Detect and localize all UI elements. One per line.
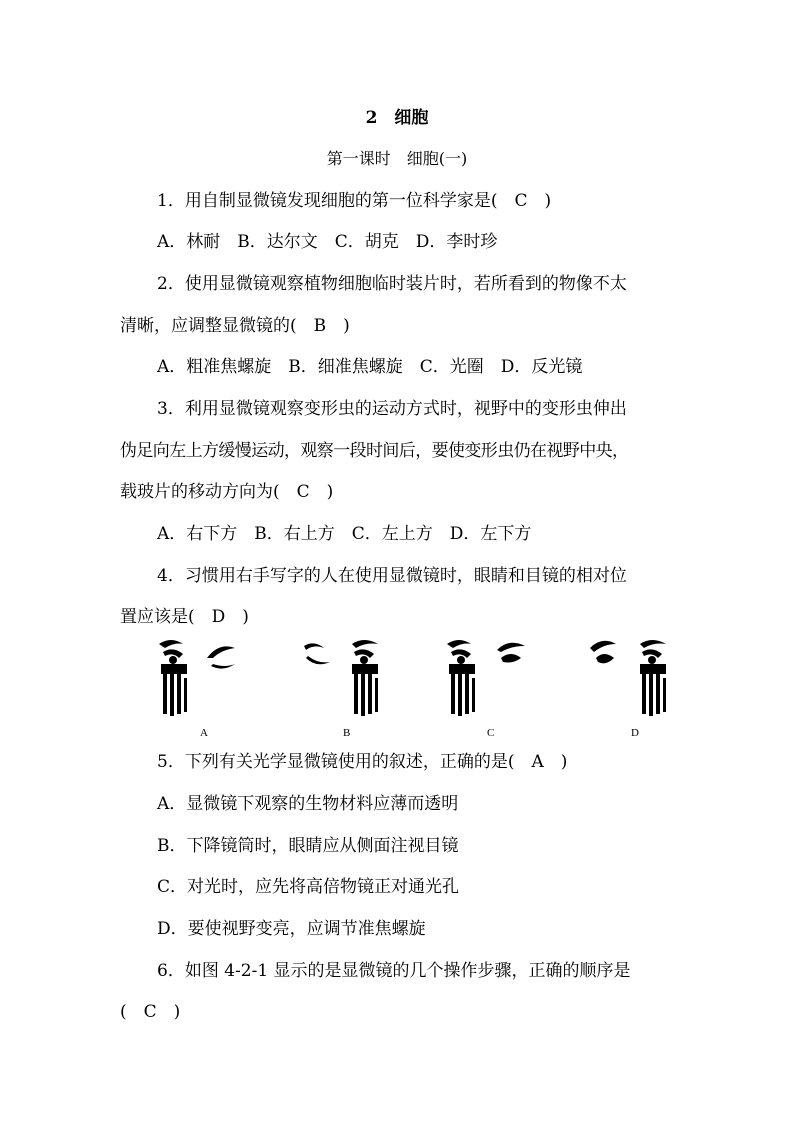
- page-title: 2 细胞: [365, 108, 429, 128]
- figure-label-d: D: [631, 727, 639, 739]
- figure-option-c: [443, 636, 533, 720]
- question-1: 1．用自制显微镜发现细胞的第一位科学家是( C ): [157, 191, 552, 211]
- question-3-cont: 伪足向左上方缓慢运动，观察一段时间后，要使变形虫仍在视野中央，: [120, 441, 629, 461]
- microscope-eyes-illustration: [588, 636, 678, 720]
- question-2-options: A．粗准焦螺旋 B．细准焦螺旋 C．光圈 D．反光镜: [157, 357, 583, 377]
- question-3: 3．利用显微镜观察变形虫的运动方式时，视野中的变形虫伸出: [157, 399, 627, 419]
- question-6-cont: ( C ): [120, 1002, 181, 1022]
- question-4-cont: 置应该是( D ): [120, 607, 249, 627]
- question-5-option-c: C．对光时，应先将高倍物镜正对通光孔: [157, 877, 460, 897]
- figure-option-d: [588, 636, 678, 720]
- question-5-option-d: D．要使视野变亮，应调节准焦螺旋: [157, 919, 426, 939]
- question-5-option-b: B．下降镜筒时，眼睛应从侧面注视目镜: [157, 836, 459, 856]
- figure-option-a: [155, 636, 245, 720]
- question-3-cont-2: 载玻片的移动方向为( C ): [120, 482, 334, 502]
- question-2-cont: 清晰，应调整显微镜的( B ): [120, 316, 350, 336]
- figure-label-a: A: [200, 727, 208, 739]
- figure-label-c: C: [487, 727, 495, 739]
- question-5-option-a: A．显微镜下观察的生物材料应薄而透明: [157, 794, 459, 814]
- question-5: 5．下列有关光学显微镜使用的叙述，正确的是( A ): [157, 752, 568, 772]
- question-1-options: A．林耐 B．达尔文 C．胡克 D．李时珍: [157, 232, 498, 252]
- figure-label-b: B: [343, 727, 351, 739]
- microscope-eyes-illustration: [155, 636, 245, 720]
- question-6: 6．如图 4-2-1 显示的是显微镜的几个操作步骤，正确的顺序是: [157, 961, 631, 981]
- microscope-eyes-illustration: [443, 636, 533, 720]
- question-4: 4．习惯用右手写字的人在使用显微镜时，眼睛和目镜的相对位: [157, 566, 627, 586]
- page-subtitle: 第一课时 细胞(一): [326, 149, 468, 168]
- figure-option-b: [300, 636, 390, 720]
- question-3-options: A．右下方 B．右上方 C．左上方 D．左下方: [157, 524, 532, 544]
- microscope-eyes-illustration: [300, 636, 390, 720]
- question-2: 2．使用显微镜观察植物细胞临时装片时，若所看到的物像不太: [157, 274, 627, 294]
